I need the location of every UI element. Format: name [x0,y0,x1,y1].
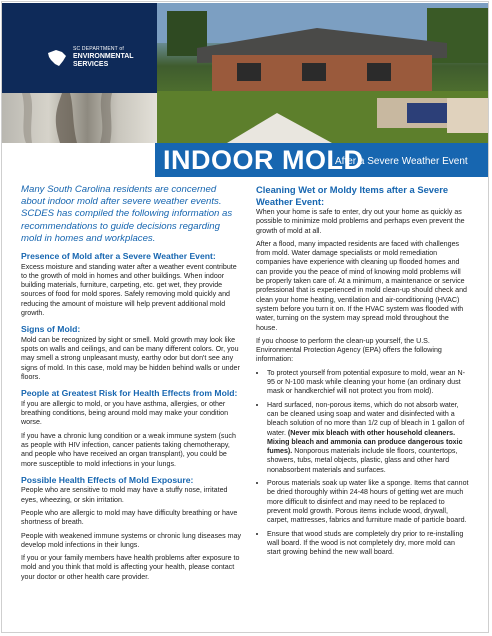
mold-wall-photo [2,93,157,143]
state-outline-icon [46,47,68,69]
list-item: • Porous materials soak up water like a sponge. Items that cannot be dried thoroughly within 24-48 hours of getting wet are much more difficult to disinfect and may need to be replaced to prevent mold growth. Porous items include wood, drywall, carpet, mattresses, fabrics and furniture made of particle board. [267,479,470,525]
paragraph: If you are allergic to mold, or you have asthma, allergies, or other breathing conditions, being around mold may make your condition worse. [21,399,229,427]
paragraph: Excess moisture and standing water after a weather event contribute to the growth of mold in homes and other buildings. When indoor building materials, furniture, carpeting, etc. get wet, they provide sources of food for mold spores. Safely removing mold quickly and reducing the amount of moisture will help prevent additional mold growth. [21,262,237,317]
scdes-logo [46,45,156,75]
bleach-warning: (Never mix bleach with other household cleaners. Mixing bleach and ammonia can produce dangerous toxic fumes). [267,428,463,456]
paragraph: People who are allergic to mold may have difficulty breathing or have shortness of breath. [21,508,238,527]
paragraph: After a flood, many impacted residents are faced with challenges from mold. Water damage specialists or mold remediation companies have experience with cleaning up flooded homes and can provide you the peace of mind of knowing mold problems will be properly taken care of. At a minimum, a maintenance or service professional that is experienced in mold clean-up should check and clean your home heating, ventilation and air-conditioning (HVAC) system before you turn it on. If the HVAC system was flooded with water, turning on the system may spread mold throughout the house. [256,239,467,332]
logo-line-2a: ENVIRONMENTAL [73,53,134,60]
list-item-text: Nonporous materials include tile floors, countertops, showers, tubs, metal objects, plastic, glass and other hard nonabsorbent materials and surfaces. [267,447,458,474]
list-item [267,401,470,475]
logo-panel [2,3,157,93]
list-item: • To protect yourself from potential exposure to mold, wear an N-95 or N-100 mask while cleaning your home (an ordinary dust mask or handkerchief will not protect you from mold). [267,369,470,397]
section-heading-effects: Possible Health Effects of Mold Exposure: [21,474,194,485]
paragraph: If you have a chronic lung condition or a weak immune system (such as people with HIV infection, cancer patients taking chemotherapy, and people who have received an organ transplant), you could be more susceptible to mold infections in your lungs. [21,431,236,468]
header [2,3,488,143]
paragraph: People who are sensitive to mold may have a stuffy nose, irritated eyes, wheezing, or skin irritation. [21,486,228,504]
right-column [256,184,470,561]
list-item: • Ensure that wood studs are completely dry prior to re-installing wall board. If the wood is not completely dry, more mold can start growing behind the new wall board. [267,530,470,558]
logo-line-2b: SERVICES [73,61,109,68]
logo-line-2 [73,53,134,69]
paragraph: Mold can be recognized by sight or smell. Mold growth may look like spots on walls and ceilings, and can be many different colors. Or, you may smell a strong unpleasant musty, earthy odor but don't see any signs of mold. In this case, mold may be hidden behind walls or under floors. [21,335,240,381]
section-heading-presence: Presence of Mold after a Severe Weather Event: [21,251,216,262]
title-banner [155,143,488,177]
intro-paragraph: Many South Carolina residents are concerned about indoor mold after severe weather events. SCDES has compiled the following information as recommendations to guide decisions regarding mold in homes and workplaces. [21,184,233,244]
logo-line-1: SC DEPARTMENT of [73,46,124,52]
page-subtitle: After a Severe Weather Event [335,156,468,167]
section-heading-risk: People at Greatest Risk for Health Effects from Mold: [21,388,238,399]
paragraph: When your home is safe to enter, dry out your home as quickly as possible to minimize mold problems and perhaps even prevent the growth of mold at all. [256,208,465,235]
paragraph: If you or your family members have health problems after exposure to mold and you think that mold is affecting your health, please contact your doctor or other health care provider. [21,554,240,581]
left-column [21,184,241,586]
mold-stain-graphic [2,93,157,143]
cleaning-list [256,369,470,558]
page-title: INDOOR MOLD [163,145,364,175]
flooded-house-photo [157,3,488,143]
paragraph: People with weakened immune systems or chronic lung diseases may develop mold infections in their lungs. [21,531,242,549]
paragraph: If you choose to perform the clean-up yourself, the U.S. Environmental Protection Agency (EPA) offers the following information: [256,336,442,364]
list-item-text: Hard surfaced, non-porous items, which do not absorb water, can be cleaned using soap and water and disinfected with a bleach solution of no more than 1/2 cup of bleach in 1 gallon of water. [267,400,465,437]
section-heading-cleaning: Cleaning Wet or Moldy Items after a Severe Weather Event: [256,184,449,207]
house-scene-graphic [157,3,488,143]
section-heading-signs: Signs of Mold: [21,324,81,335]
